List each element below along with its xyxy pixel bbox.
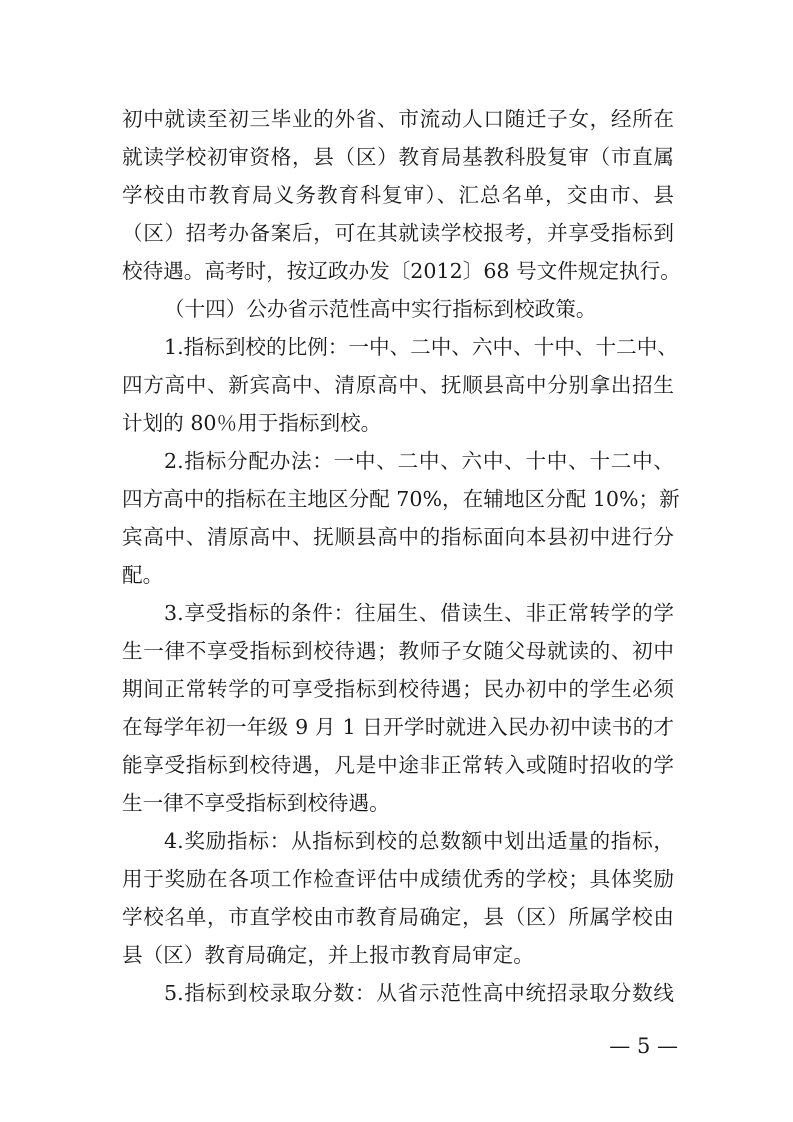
page-number: — 5 — — [609, 1034, 678, 1058]
body-line: 四方高中、新宾高中、清原高中、抚顺县高中分别拿出招生 — [122, 373, 674, 397]
body-line: 生一律不享受指标到校待遇。 — [122, 791, 390, 815]
body-line: 初中就读至初三毕业的外省、市流动人口随迁子女，经所在 — [122, 107, 674, 131]
paragraph-first-line: 4.奖励指标：从指标到校的总数额中划出适量的指标， — [164, 829, 674, 853]
body-line: 县（区）教育局确定，并上报市教育局审定。 — [122, 943, 534, 967]
body-line: 宾高中、清原高中、抚顺县高中的指标面向本县初中进行分 — [122, 525, 674, 549]
body-line: 在每学年初一年级 9 月 1 日开学时就进入民办初中读书的才 — [122, 715, 674, 739]
body-line: 计划的 80％用于指标到校。 — [122, 411, 382, 435]
body-line: 学校名单，市直学校由市教育局确定，县（区）所属学校由 — [122, 905, 674, 929]
paragraph-first-line: 2.指标分配办法：一中、二中、六中、十中、十二中、 — [164, 449, 674, 473]
body-line: 用于奖励在各项工作检查评估中成绩优秀的学校；具体奖励 — [122, 867, 674, 891]
body-line: （区）招考办备案后，可在其就读学校报考，并享受指标到 — [122, 221, 674, 245]
body-line: 就读学校初审资格，县（区）教育局基教科股复审（市直属 — [122, 145, 674, 169]
section-heading: （十四）公办省示范性高中实行指标到校政策。 — [164, 297, 597, 321]
body-line: 生一律不享受指标到校待遇；教师子女随父母就读的、初中 — [122, 639, 674, 663]
body-line: 学校由市教育局义务教育科复审）、汇总名单，交由市、县 — [122, 183, 674, 207]
body-line: 校待遇。高考时，按辽政办发〔2012〕68 号文件规定执行。 — [122, 259, 681, 283]
paragraph-first-line: 5.指标到校录取分数：从省示范性高中统招录取分数线 — [164, 981, 674, 1005]
body-line: 期间正常转学的可享受指标到校待遇；民办初中的学生必须 — [122, 677, 674, 701]
body-line: 配。 — [122, 563, 164, 587]
paragraph-first-line: 1.指标到校的比例：一中、二中、六中、十中、十二中、 — [164, 335, 678, 359]
body-line: 四方高中的指标在主地区分配 70%，在辅地区分配 10%；新 — [122, 487, 680, 511]
body-line: 能享受指标到校待遇，凡是中途非正常转入或随时招收的学 — [122, 753, 674, 777]
paragraph-first-line: 3.享受指标的条件：往届生、借读生、非正常转学的学 — [164, 601, 674, 625]
